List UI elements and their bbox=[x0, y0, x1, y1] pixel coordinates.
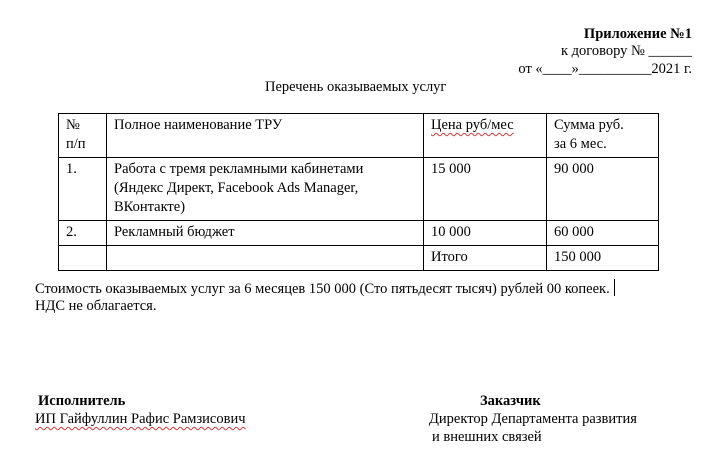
table-total-row bbox=[59, 246, 659, 271]
executor-name-text: ИП Гайфуллин Рафис Рамзисович bbox=[35, 411, 246, 427]
header-sum bbox=[547, 114, 659, 158]
header-sum-line2: за 6 мес. bbox=[554, 136, 607, 152]
row-name bbox=[107, 158, 424, 221]
header-price bbox=[424, 114, 547, 158]
table-row bbox=[59, 221, 659, 246]
row-sum: 60 000 bbox=[547, 221, 659, 246]
executor-title: Исполнитель bbox=[38, 393, 126, 409]
contract-date: от «____»__________2021 г. bbox=[518, 61, 692, 77]
header-price-text: Цена руб/мес bbox=[431, 117, 514, 133]
customer-title: Заказчик bbox=[480, 393, 541, 409]
header-number-line2: п/п bbox=[66, 136, 86, 152]
total-empty-cell bbox=[107, 246, 424, 271]
table-header-row bbox=[59, 114, 659, 158]
row-price: 10 000 bbox=[424, 221, 547, 246]
summary-cost-text: Стоимость оказываемых услуг за 6 месяцев 150 000 (Сто пятьдесят тысяч) рублей 00 копеек. bbox=[35, 281, 610, 297]
header-sum-line1: Сумма руб. bbox=[554, 117, 624, 133]
contract-number: к договору № ______ bbox=[560, 43, 692, 59]
customer-position-line2: и внешних связей bbox=[432, 429, 542, 445]
table-row bbox=[59, 158, 659, 221]
total-sum: 150 000 bbox=[547, 246, 659, 271]
text-cursor bbox=[614, 279, 615, 296]
appendix-title: Приложение №1 bbox=[583, 26, 692, 42]
row-number: 1. bbox=[59, 158, 107, 221]
document-title: Перечень оказываемых услуг bbox=[265, 79, 447, 95]
total-empty-cell bbox=[59, 246, 107, 271]
header-number bbox=[59, 114, 107, 158]
services-table bbox=[58, 113, 659, 271]
total-label: Итого bbox=[424, 246, 547, 271]
row-sum: 90 000 bbox=[547, 158, 659, 221]
executor-name bbox=[35, 411, 246, 428]
row-name: Рекламный бюджет bbox=[107, 221, 424, 246]
row-name-line2: (Яндекс Директ, Facebook Ads Manager, bbox=[114, 180, 359, 196]
row-name-line3: ВКонтакте) bbox=[114, 199, 186, 215]
header-name: Полное наименование ТРУ bbox=[107, 114, 424, 158]
row-number: 2. bbox=[59, 221, 107, 246]
summary-cost bbox=[35, 279, 615, 298]
header-number-line1: № bbox=[66, 117, 80, 133]
customer-position-line1: Директор Департамента развития bbox=[429, 411, 637, 427]
row-price: 15 000 bbox=[424, 158, 547, 221]
row-name-line1: Работа с тремя рекламными кабинетами bbox=[114, 161, 364, 177]
summary-vat: НДС не облагается. bbox=[35, 298, 157, 314]
